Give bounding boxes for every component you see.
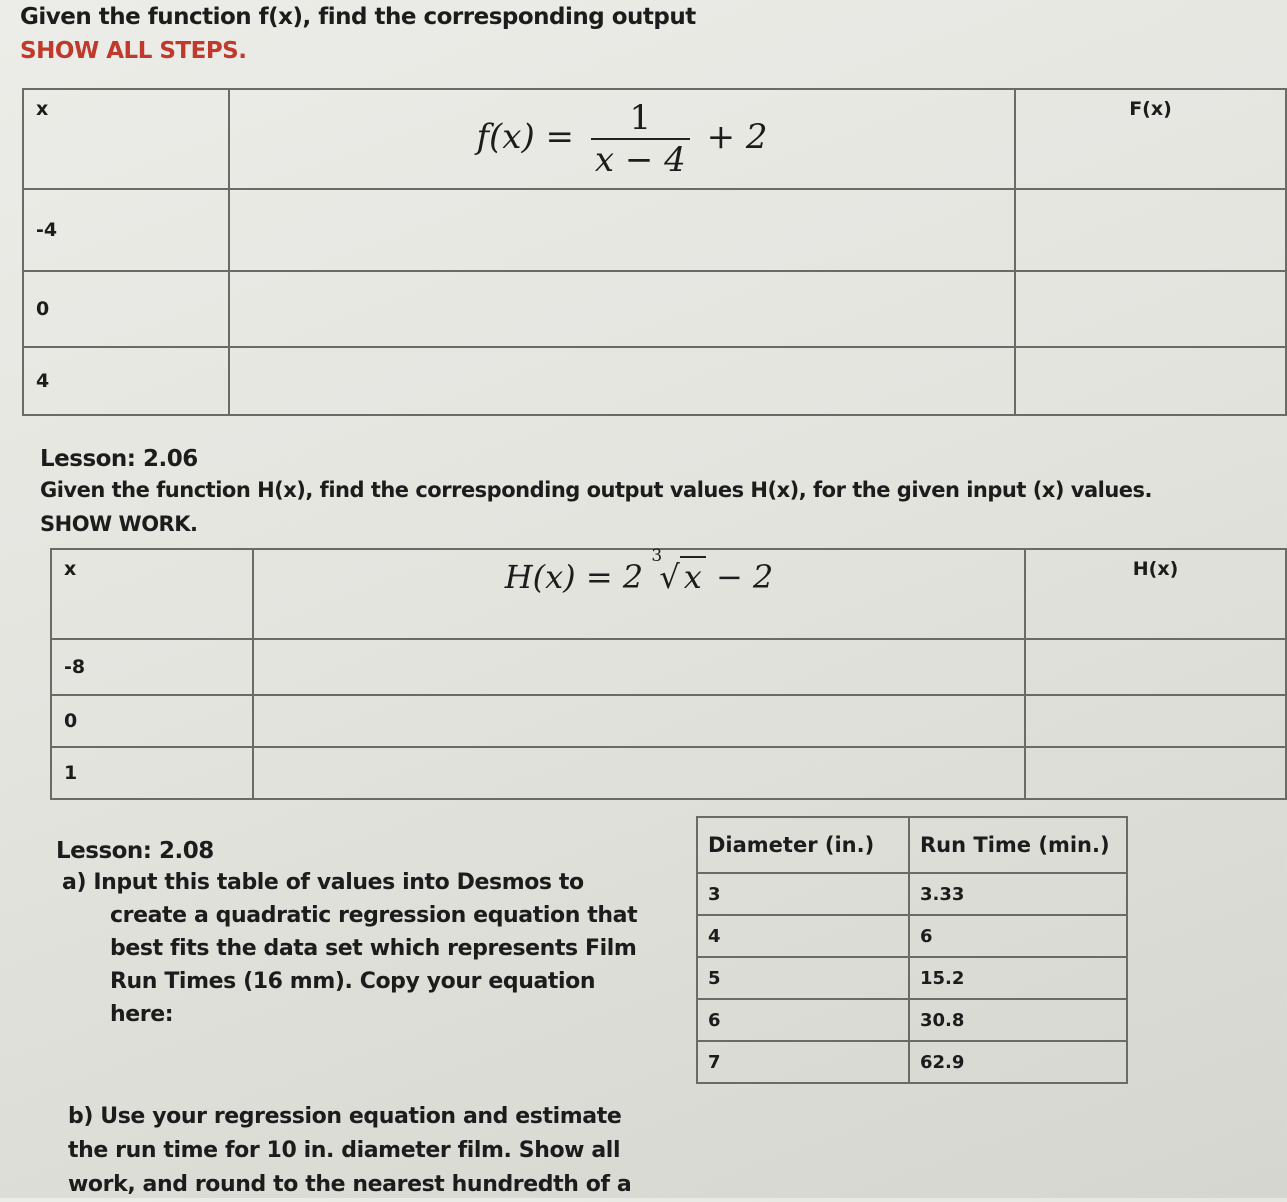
cube-root-index: 3: [651, 546, 663, 566]
part-a-line: create a quadratic regression equation that: [110, 903, 638, 928]
part-a-line: here:: [110, 1002, 174, 1027]
h-output-cell[interactable]: [1025, 695, 1286, 747]
f-col-fx-header: F(x): [1015, 89, 1286, 189]
run-time-cell: 6: [909, 915, 1127, 957]
part-a-line-text: Input this table of values into Desmos to: [93, 870, 584, 895]
h-input-cell: 0: [51, 695, 253, 747]
f-work-cell[interactable]: [229, 347, 1015, 415]
h-input-cell: -8: [51, 639, 253, 695]
part-a-line: Run Times (16 mm). Copy your equation: [110, 969, 596, 994]
diameter-cell: 6: [697, 999, 909, 1041]
f-work-cell[interactable]: [229, 271, 1015, 347]
f-output-cell[interactable]: [1015, 189, 1286, 271]
part-b-text: [68, 1100, 708, 1202]
f-output-cell[interactable]: [1015, 271, 1286, 347]
f-fraction: [591, 98, 690, 180]
part-b-line: work, and round to the nearest hundredth of a: [68, 1172, 632, 1197]
lesson-2-06-label: Lesson: 2.06: [40, 446, 198, 472]
h-formula-rest: − 2: [715, 558, 774, 596]
run-time-cell: 62.9: [909, 1041, 1127, 1083]
diameter-cell: 3: [697, 873, 909, 915]
h-input-cell: 1: [51, 747, 253, 799]
section1-instruction: SHOW ALL STEPS.: [20, 38, 247, 64]
lesson-2-08-label: Lesson: 2.08: [56, 838, 214, 864]
f-work-cell[interactable]: [229, 189, 1015, 271]
f-input-cell: 0: [23, 271, 229, 347]
part-b-line: the run time for 10 in. diameter film. Show all: [68, 1138, 621, 1163]
section2-instruction: SHOW WORK.: [40, 512, 198, 536]
cube-root: 3 √ x: [653, 558, 705, 596]
cube-root-radicand: x: [680, 556, 706, 596]
run-time-header: Run Time (min.): [909, 817, 1127, 873]
diameter-cell: 5: [697, 957, 909, 999]
film-data-table: [696, 816, 1128, 1084]
f-formula-lhs: f(x) =: [476, 117, 575, 157]
part-a-text: [62, 866, 682, 1031]
part-a-label: a): [62, 870, 87, 895]
h-work-cell[interactable]: [253, 639, 1025, 695]
section2-title: Given the function H(x), find the corresponding output values H(x), for the given input (x) values.: [40, 478, 1152, 502]
h-output-cell[interactable]: [1025, 747, 1286, 799]
run-time-cell: 15.2: [909, 957, 1127, 999]
diameter-header: Diameter (in.): [697, 817, 909, 873]
f-table: [22, 88, 1287, 416]
run-time-cell: 30.8: [909, 999, 1127, 1041]
run-time-cell: 3.33: [909, 873, 1127, 915]
f-fraction-denominator: x − 4: [594, 140, 686, 180]
h-col-x-header: x: [51, 549, 253, 639]
part-a-line: best fits the data set which represents Film: [110, 936, 637, 961]
part-a-line: [62, 866, 682, 899]
h-work-cell[interactable]: [253, 695, 1025, 747]
f-input-cell: -4: [23, 189, 229, 271]
f-formula: [229, 89, 1015, 189]
h-table: [50, 548, 1287, 800]
f-input-cell: 4: [23, 347, 229, 415]
f-output-cell[interactable]: [1015, 347, 1286, 415]
part-b-line: b) Use your regression equation and estimate: [68, 1104, 622, 1129]
section1-title: Given the function f(x), find the corresponding output: [20, 4, 696, 30]
f-fraction-numerator: 1: [591, 98, 690, 140]
f-formula-rest: + 2: [706, 117, 768, 157]
h-col-hx-header: H(x): [1025, 549, 1286, 639]
h-work-cell[interactable]: [253, 747, 1025, 799]
h-output-cell[interactable]: [1025, 639, 1286, 695]
h-formula: [253, 546, 1025, 639]
diameter-cell: 4: [697, 915, 909, 957]
f-col-x-header: x: [23, 89, 229, 189]
diameter-cell: 7: [697, 1041, 909, 1083]
h-formula-lhs: H(x) = 2: [504, 558, 644, 596]
